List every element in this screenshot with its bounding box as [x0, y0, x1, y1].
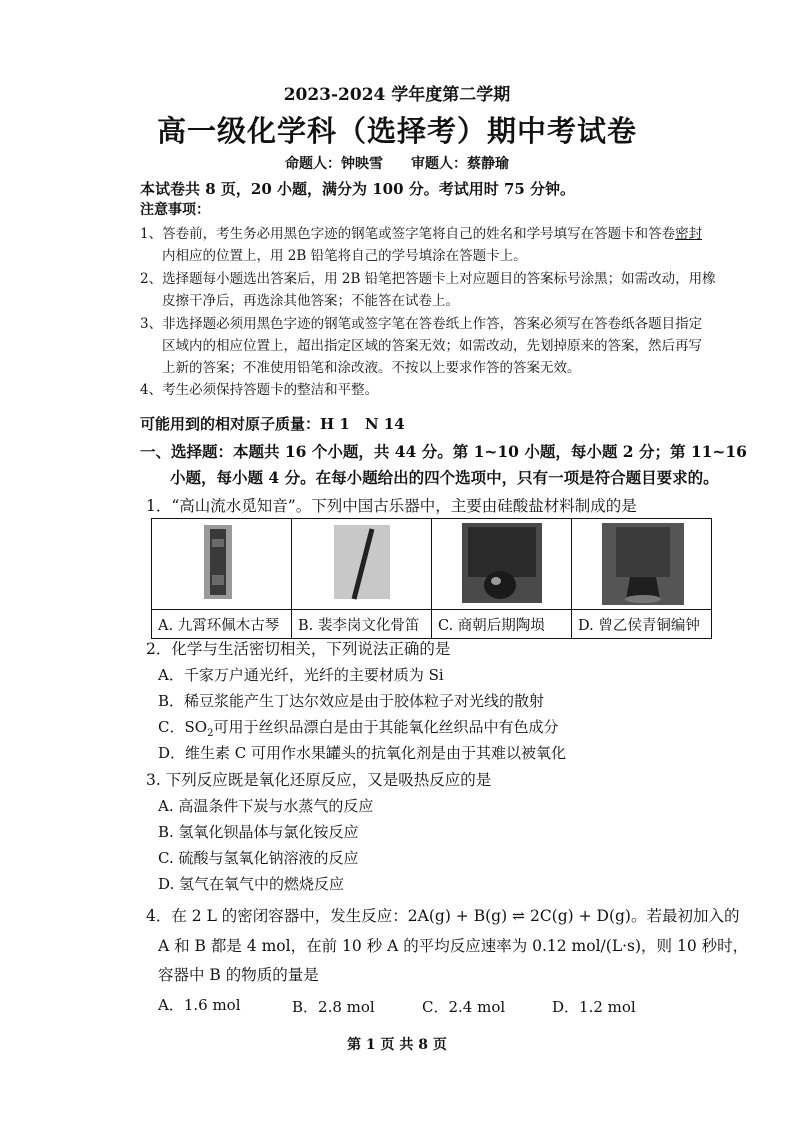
exam-intro: 本试卷共 8 页，20 小题，满分为 100 分。考试用时 75 分钟。	[140, 180, 576, 198]
q1-stem: 1．“高山流水觅知音”。下列中国古乐器中，主要由硅酸盐材料制成的是	[146, 497, 637, 515]
section-1-line-1: 一、选择题：本题共 16 个小题，共 44 分。第 1~10 小题，每小题 2 分；第 11~16	[140, 442, 747, 461]
q4-stem-line-1: 4．在 2 L 的密闭容器中，发生反应：2A(g) + B(g) ⇌ 2C(g) + D(g)。若最初加入的	[146, 907, 740, 925]
q1-option-d[interactable]: D. 曾乙侯青铜编钟	[572, 610, 712, 639]
q2-option-c-text: 可用于丝织品漂白是由于其能氧化丝织品中有色成分	[213, 718, 559, 736]
q4-option-d[interactable]: D．1.2 mol	[552, 998, 636, 1016]
exam-title: 高一级化学科（选择考）期中考试卷	[156, 114, 637, 148]
guqin-image	[152, 519, 291, 605]
q1-option-c[interactable]: C. 商朝后期陶埙	[432, 610, 572, 639]
q2-option-c-prefix: C．SO	[158, 718, 208, 736]
exam-term: 2023-2024 学年度第二学期	[283, 85, 511, 105]
note-1-line-1	[140, 222, 702, 242]
q3-stem: 3. 下列反应既是氧化还原反应，又是吸热反应的是	[146, 771, 492, 789]
note-4: 4、考生必须保持答题卡的整洁和平整。	[140, 382, 379, 398]
note-2-line-2: 皮擦干净后，再选涂其他答案；不能答在试卷上。	[162, 293, 459, 309]
notes-heading: 注意事项：	[140, 202, 210, 218]
q4-option-b[interactable]: B．2.8 mol	[292, 998, 375, 1016]
q2-option-d[interactable]: D．维生素 C 可用作水果罐头的抗氧化剂是由于其难以被氧化	[158, 744, 567, 762]
q1-instrument-table	[151, 518, 712, 639]
q3-option-a[interactable]: A. 高温条件下炭与水蒸气的反应	[158, 797, 374, 815]
pottery-xun-image-cell	[432, 519, 572, 610]
guqin-image-cell	[152, 519, 292, 610]
note-3-line-3: 上新的答案；不准使用铅笔和涂改液。不按以上要求作答的答案无效。	[162, 360, 581, 376]
q2-option-b[interactable]: B．稀豆浆能产生丁达尔效应是由于胶体粒子对光线的散射	[158, 692, 545, 710]
pottery-xun-image	[432, 519, 571, 605]
q2-option-a[interactable]: A．千家万户通光纤，光纤的主要材质为 Si	[158, 666, 444, 684]
note-1-underlined: 密封	[675, 226, 703, 242]
q1-option-a[interactable]: A. 九霄环佩木古琴	[152, 610, 292, 639]
bronze-bell-image-cell	[572, 519, 712, 610]
q4-option-c[interactable]: C．2.4 mol	[422, 998, 506, 1016]
q3-option-d[interactable]: D. 氢气在氧气中的燃烧反应	[158, 875, 345, 893]
q4-stem-line-3: 容器中 B 的物质的量是	[158, 966, 319, 984]
atomic-mass: 可能用到的相对原子质量：H 1 N 14	[140, 415, 405, 433]
q1-option-b[interactable]: B. 裴李岗文化骨笛	[292, 610, 432, 639]
q2-stem: 2．化学与生活密切相关，下列说法正确的是	[146, 640, 451, 658]
note-1-text: 1、答卷前，考生务必用黑色字迹的钢笔或签字笔将自己的姓名和学号填写在答题卡和答卷	[140, 226, 676, 242]
q4-stem-line-2: A 和 B 都是 4 mol，在前 10 秒 A 的平均反应速率为 0.12 mol/(L·s)，则 10 秒时，	[158, 937, 749, 955]
q2-option-c-subscript: 2	[207, 728, 214, 739]
page-footer: 第 1 页 共 8 页	[347, 1037, 447, 1053]
bone-flute-image	[292, 519, 431, 605]
note-2-line-1: 2、选择题每小题选出答案后，用 2B 铅笔把答题卡上对应题目的答案标号涂黑；如需改动，用橡	[140, 271, 716, 287]
note-3-line-1: 3、非选择题必须用黑色字迹的钢笔或签字笔在答卷纸上作答，答案必须写在答卷纸各题目指定	[140, 316, 703, 332]
q2-option-c[interactable]	[158, 716, 558, 739]
section-1-line-2: 小题，每小题 4 分。在每小题给出的四个选项中，只有一项是符合题目要求的。	[170, 468, 719, 487]
note-3-line-2: 区域内的相应位置上，超出指定区域的答案无效；如需改动，先划掉原来的答案，然后再写	[162, 338, 702, 354]
exam-authors: 命题人：钟映雪 审题人：蔡静瑜	[285, 156, 509, 172]
note-1-line-2: 内相应的位置上，用 2B 铅笔将自己的学号填涂在答题卡上。	[162, 248, 527, 264]
bronze-bell-image	[572, 519, 711, 605]
q3-option-c[interactable]: C. 硫酸与氢氧化钠溶液的反应	[158, 849, 359, 867]
q3-option-b[interactable]: B. 氢氧化钡晶体与氯化铵反应	[158, 823, 359, 841]
q4-option-a[interactable]: A．1.6 mol	[158, 996, 241, 1014]
bone-flute-image-cell	[292, 519, 432, 610]
